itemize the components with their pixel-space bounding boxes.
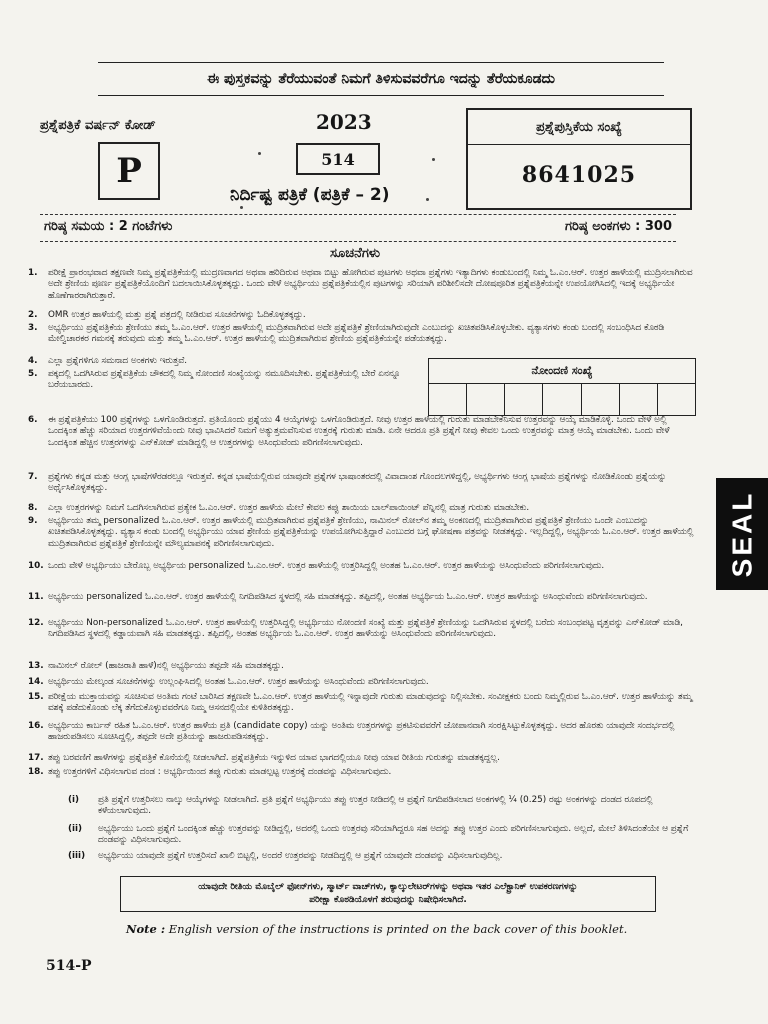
- instruction-item: 5. ಪಕ್ಕದಲ್ಲಿ ಒದಗಿಸಿರುವ ಪ್ರಶ್ನೆಪತ್ರಿಕೆಯ ಚೌಕದಲ್ಲಿ ನಿಮ್ಮ ನೋಂದಣಿ ಸಂಖ್ಯೆಯನ್ನು ನಮೂದಿಸಬೇಕು. ಪ್ರಶ್ನೆಪತ್ರಿಕೆಯಲ್ಲಿ ಬೇರೆ ಏನನ್ನೂ ಬರೆಯಬಾರದು.: [28, 369, 401, 391]
- instruction-item: 11. ಅಭ್ಯರ್ಥಿಯು personalized ಓ.ಎಂ.ಆರ್. ಉತ್ತರ ಹಾಳೆಯಲ್ಲಿ ನಿಗದಿಪಡಿಸಿದ ಸ್ಥಳದಲ್ಲಿ ಸಹಿ ಮಾಡತಕ್ಕದ್ದು. ತಪ್ಪಿದಲ್ಲಿ, ಅಂತಹ ಅಭ್ಯರ್ಥಿಯ ಓ.ಎಂ.ಆರ್. ಉತ್ತರ ಹಾಳೆಯನ್ನು ಅಸಿಂಧುವೆಂದು ಪರಿಗಣಿಸಲಾಗುವುದು.: [28, 592, 648, 602]
- seal-label: SEAL: [726, 490, 757, 578]
- register-digit-cell[interactable]: [582, 384, 620, 415]
- instruction-item: 14. ಅಭ್ಯರ್ಥಿಯು ಮೇಲ್ಕಂಡ ಸೂಚನೆಗಳನ್ನು ಉಲ್ಲಂಘಿಸಿದಲ್ಲಿ ಅಂತಹ ಓ.ಎಂ.ಆರ್. ಉತ್ತರ ಹಾಳೆಯನ್ನು ಅಸಿಂಧುವೆಂದು ಪರಿಗಣಿಸಲಾಗುವುದು.: [28, 677, 429, 687]
- penalty-rule: (iii) ಅಭ್ಯರ್ಥಿಯು ಯಾವುದೇ ಪ್ರಶ್ನೆಗೆ ಉತ್ತರಿಸದೆ ಖಾಲಿ ಬಿಟ್ಟಲ್ಲಿ, ಅಂದರೆ ಉತ್ತರವನ್ನು ನೀಡದಿದ್ದಲ್ಲಿ ಆ ಪ್ರಶ್ನೆಗೆ ಯಾವುದೇ ದಂಡವನ್ನು ವಿಧಿಸಲಾಗುವುದಿಲ್ಲ.: [68, 851, 503, 861]
- exam-meta-row: [40, 214, 676, 242]
- paper-title: ನಿರ್ದಿಷ್ಟ ಪತ್ರಿಕೆ (ಪತ್ರಿಕೆ – 2): [230, 185, 390, 205]
- register-number-label: ನೋಂದಣಿ ಸಂಖ್ಯೆ: [429, 359, 695, 384]
- version-code-label: ಪ್ರಶ್ನೆಪತ್ರಿಕೆ ವರ್ಷನ್ ಕೋಡ್: [40, 118, 156, 133]
- register-digit-cell[interactable]: [620, 384, 658, 415]
- instructions-title: ಸೂಚನೆಗಳು: [330, 246, 381, 261]
- paper-code-box: 514: [296, 143, 380, 175]
- booklet-number-box: [466, 108, 692, 210]
- instruction-item: 9. ಅಭ್ಯರ್ಥಿಯು ತಮ್ಮ personalized ಓ.ಎಂ.ಆರ್. ಉತ್ತರ ಹಾಳೆಯಲ್ಲಿ ಮುದ್ರಿತವಾಗಿರುವ ಪ್ರಶ್ನೆಪತ್ರಿಕೆ ಶ್ರೇಣಿಯು, ನಾಮಿನಲ್ ರೋಲ್‌ನ ತಮ್ಮ ಅಂಕಣದಲ್ಲಿ ಮುದ್ರಿತವಾಗಿರುವ ಪ್ರಶ್ನೆಪತ್ರಿಕೆ ಶ್ರೇಣಿಯು ಒಂದೇ ಎಂಬುದನ್ನು ಖಚಿತಪಡಿಸಿಕೊಳ್ಳತಕ್ಕದ್ದು. ವ್ಯತ್ಯಾಸ ಕಂಡು ಬಂದಲ್ಲಿ ಅಭ್ಯರ್ಥಿಯು ಯಾವ ಶ್ರೇಣಿಯ ಪ್ರಶ್ನೆಪತ್ರಿಕೆಯನ್ನು ಉಪಯೋಗಿಸುತ್ತಿದ್ದಾರೆ ಎಂಬುದರ ಬಗ್ಗೆ ಘೋಷಣಾ ಪತ್ರವನ್ನು ನೀಡತಕ್ಕದ್ದು. ಇಲ್ಲದಿದ್ದಲ್ಲಿ, ಅಭ್ಯರ್ಥಿಯ ಓ.ಎಂ.ಆರ್. ಉತ್ತರ ಹಾಳೆಯಲ್ಲಿ ಮುದ್ರಿತವಾಗಿರುವ ಪ್ರಶ್ನೆಪತ್ರಿಕೆ ಶ್ರೇಣಿಯನ್ನೇ ಮೌಲ್ಯಮಾಪನಕ್ಕೆ ಪರಿಗಣಿಸಲಾಗುವುದು.: [28, 516, 694, 549]
- instruction-item: 10. ಒಂದು ವೇಳೆ ಅಭ್ಯರ್ಥಿಯು ಬೇರೊಬ್ಬ ಅಭ್ಯರ್ಥಿಯ personalized ಓ.ಎಂ.ಆರ್. ಉತ್ತರ ಹಾಳೆಯಲ್ಲಿ ಉತ್ತರಿಸಿದ್ದಲ್ಲಿ ಅಂತಹ ಓ.ಎಂ.ಆರ್. ಉತ್ತರ ಹಾಳೆಯನ್ನು ಅಸಿಂಧುವೆಂದು ಪರಿಗಣಿಸಲಾಗುವುದು.: [28, 561, 605, 571]
- scan-speck: [426, 198, 429, 201]
- seal-tab: [716, 478, 768, 590]
- instruction-item: 7. ಪ್ರಶ್ನೆಗಳು ಕನ್ನಡ ಮತ್ತು ಆಂಗ್ಲ ಭಾಷೆಗಳೆರಡರಲ್ಲೂ ಇರುತ್ತವೆ. ಕನ್ನಡ ಭಾಷೆಯಲ್ಲಿರುವ ಯಾವುದೇ ಪ್ರಶ್ನೆಗಳ ಭಾಷಾಂತರದಲ್ಲಿ ವಿವಾದಾಂಶ ಗೊಂದಲಗಳಿದ್ದಲ್ಲಿ, ಅಭ್ಯರ್ಥಿಗಳು ಆಂಗ್ಲ ಭಾಷೆಯ ಪ್ರಶ್ನೆಗಳನ್ನು ನೋಡಿಕೊಂಡು ಪ್ರಶ್ನೆಯನ್ನು ಅರ್ಥೈಸಿಕೊಳ್ಳತಕ್ಕದ್ದು.: [28, 472, 667, 494]
- instruction-item: 15. ಪರೀಕ್ಷೆಯ ಮುಕ್ತಾಯವನ್ನು ಸೂಚಿಸುವ ಅಂತಿಮ ಗಂಟೆ ಬಾರಿಸಿದ ತಕ್ಷಣವೇ ಓ.ಎಂ.ಆರ್. ಉತ್ತರ ಹಾಳೆಯಲ್ಲಿ ಇನ್ನಾವುದೇ ಗುರುತು ಮಾಡುವುದನ್ನು ನಿಲ್ಲಿಸಬೇಕು. ಸಂವೀಕ್ಷಕರು ಬಂದು ನಿಮ್ಮಲ್ಲಿರುವ ಓ.ಎಂ.ಆರ್. ಉತ್ತರ ಹಾಳೆಯನ್ನು ತಮ್ಮ ವಶಕ್ಕೆ ಪಡೆದುಕೊಂಡು ಲೆಕ್ಕ ತೆಗೆದುಕೊಳ್ಳುವವರೆಗೂ ನಿಮ್ಮ ಆಸನದಲ್ಲಿಯೇ ಕುಳಿತಿರತಕ್ಕದ್ದು.: [28, 692, 693, 714]
- max-marks: ಗರಿಷ್ಠ ಅಂಕಗಳು : 300: [564, 219, 672, 234]
- booklet-number-label: ಪ್ರಶ್ನೆಪುಸ್ತಿಕೆಯ ಸಂಖ್ಯೆ: [468, 110, 690, 145]
- instruction-item: 4. ಎಲ್ಲಾ ಪ್ರಶ್ನೆಗಳಿಗೂ ಸಮನಾದ ಅಂಕಗಳು ಇರುತ್ತವೆ.: [28, 356, 188, 366]
- english-version-note: [126, 922, 627, 936]
- do-not-open-banner: ಈ ಪುಸ್ತಕವನ್ನು ತೆರೆಯುವಂತೆ ನಿಮಗೆ ತಿಳಿಸುವವರೆಗೂ ಇದನ್ನು ತೆರೆಯಕೂಡದು: [98, 62, 664, 96]
- instruction-item: 17. ತಪ್ಪು ಬರವಣಿಗೆ ಹಾಳೆಗಳನ್ನು ಪ್ರಶ್ನೆಪತ್ರಿಕೆ ಕೊನೆಯಲ್ಲಿ ನೀಡಲಾಗಿದೆ. ಪ್ರಶ್ನೆಪತ್ರಿಕೆಯ ಇನ್ನುಳಿದ ಯಾವ ಭಾಗದಲ್ಲಿಯೂ ನೀವು ಯಾವ ರೀತಿಯ ಗುರುತನ್ನು ಮಾಡತಕ್ಕದ್ದಲ್ಲ.: [28, 753, 500, 763]
- instruction-item: 3. ಅಭ್ಯರ್ಥಿಯು ಪ್ರಶ್ನೆಪತ್ರಿಕೆಯ ಶ್ರೇಣಿಯು ತಮ್ಮ ಓ.ಎಂ.ಆರ್. ಉತ್ತರ ಹಾಳೆಯಲ್ಲಿ ಮುದ್ರಿತವಾಗಿರುವ ಅದೇ ಪ್ರಶ್ನೆಪತ್ರಿಕೆ ಶ್ರೇಣಿಯಾಗಿರುವುದೇ ಎಂಬುದನ್ನು ಖಚಿತಪಡಿಸಿಕೊಳ್ಳಬೇಕು. ವ್ಯತ್ಯಾಸಗಳು ಕಂಡು ಬಂದಲ್ಲಿ ಸಂಬಂಧಿಸಿದ ಕೊಠಡಿ ಮೇಲ್ವಿಚಾರಕರ ಗಮನಕ್ಕೆ ತರುವುದು ಮತ್ತು ತಮ್ಮ ಓ.ಎಂ.ಆರ್. ಉತ್ತರ ಹಾಳೆಯಲ್ಲಿ ಮುದ್ರಿತವಾಗಿರುವ ಶ್ರೇಣಿಯ ಪ್ರಶ್ನೆಪತ್ರಿಕೆಯನ್ನೇ ಪಡೆಯತಕ್ಕದ್ದು.: [28, 323, 665, 345]
- register-digit-cell[interactable]: [467, 384, 505, 415]
- instruction-item: 2. OMR ಉತ್ತರ ಹಾಳೆಯಲ್ಲಿ ಮತ್ತು ಪ್ರಶ್ನೆ ಪತ್ರದಲ್ಲಿ ನೀಡಿರುವ ಸೂಚನೆಗಳನ್ನು ಓದಿಕೊಳ್ಳತಕ್ಕದ್ದು.: [28, 310, 306, 320]
- version-code-box: P: [98, 142, 160, 200]
- register-digit-cell[interactable]: [658, 384, 695, 415]
- scan-speck: [258, 152, 261, 155]
- warning-line: ಪರೀಕ್ಷಾ ಕೊಠಡಿಯೊಳಗೆ ತರುವುದನ್ನು ನಿಷೇಧಿಸಲಾಗಿದೆ.: [309, 895, 467, 905]
- instruction-item: 16. ಅಭ್ಯರ್ಥಿಯು ಕಾರ್ಬನ್ ರಹಿತ ಓ.ಎಂ.ಆರ್. ಉತ್ತರ ಹಾಳೆಯ ಪ್ರತಿ (candidate copy) ಯನ್ನು ಅಂತಿಮ ಉತ್ತರಗಳನ್ನು ಪ್ರಕಟಿಸುವವರೆಗೆ ಜೋಪಾನವಾಗಿ ಸಂರಕ್ಷಿಸಿಟ್ಟುಕೊಳ್ಳತಕ್ಕದ್ದು. ಅದರ ಹೊರತು ಯಾವುದೇ ಸಂದರ್ಭದಲ್ಲಿ ಹಾಜರುಪಡಿಸಲು ಸೂಚಿಸಿದ್ದಲ್ಲಿ, ತಪ್ಪದೇ ಅದೇ ಪ್ರತಿಯನ್ನು ಹಾಜರುಪಡಿಸತಕ್ಕದ್ದು.: [28, 721, 675, 743]
- penalty-rule: (ii) ಅಭ್ಯರ್ಥಿಯು ಒಂದು ಪ್ರಶ್ನೆಗೆ ಒಂದಕ್ಕಿಂತ ಹೆಚ್ಚು ಉತ್ತರವನ್ನು ನೀಡಿದ್ದಲ್ಲಿ, ಅದರಲ್ಲಿ ಒಂದು ಉತ್ತರವು ಸರಿಯಾಗಿದ್ದರೂ ಸಹ ಅದನ್ನು ತಪ್ಪು ಉತ್ತರ ಎಂದು ಪರಿಗಣಿಸಲಾಗುವುದು. ಅಲ್ಲದೆ, ಮೇಲೆ ತಿಳಿಸಿದಂತೆಯೇ ಆ ಪ್ರಶ್ನೆಗೆ ದಂಡವನ್ನು ವಿಧಿಸಲಾಗುವುದು.: [68, 824, 689, 846]
- instruction-item: 1. ಪರೀಕ್ಷೆ ಪ್ರಾರಂಭವಾದ ತಕ್ಷಣವೇ ನಿಮ್ಮ ಪ್ರಶ್ನೆಪತ್ರಿಕೆಯಲ್ಲಿ ಮುದ್ರಣವಾಗದ ಅಥವಾ ಹರಿದಿರುವ ಅಥವಾ ಬಿಟ್ಟು ಹೋಗಿರುವ ಪುಟಗಳು ಅಥವಾ ಪ್ರಶ್ನೆಗಳು ಇತ್ಯಾದಿಗಳು ಕಂಡುಬಂದಲ್ಲಿ ನಿಮ್ಮ ಓ.ಎಂ.ಆರ್. ಉತ್ತರ ಹಾಳೆಯಲ್ಲಿ ಮುದ್ರಿಸಲಾಗಿರುವ ಅದೇ ಶ್ರೇಣಿಯ ಪೂರ್ಣ ಪ್ರಶ್ನೆಪತ್ರಿಕೆಯೊಂದಿಗೆ ಬದಲಾಯಿಸಿಕೊಳ್ಳತಕ್ಕದ್ದು. ಒಂದು ವೇಳೆ ಅಭ್ಯರ್ಥಿಯು ಪ್ರಶ್ನೆಪತ್ರಿಕೆಯಲ್ಲಿನ ಪುಟಗಳನ್ನು ಸರಿಯಾಗಿ ಪರಿಶೀಲಿಸದೇ ದೋಷಪೂರಿತ ಪ್ರಶ್ನೆಪತ್ರಿಕೆಯನ್ನೇ ಉಪಯೋಗಿಸಿದಲ್ಲಿ ಇದಕ್ಕೆ ಅಭ್ಯರ್ಥಿಯೇ ಹೊಣೆಗಾರರಾಗಿರುತ್ತಾರೆ.: [28, 268, 693, 301]
- instruction-item: 8. ಎಲ್ಲಾ ಉತ್ತರಗಳನ್ನು ನಿಮಗೆ ಒದಗಿಸಲಾಗಿರುವ ಪ್ರತ್ಯೇಕ ಓ.ಎಂ.ಆರ್. ಉತ್ತರ ಹಾಳೆಯ ಮೇಲೆ ಕೇವಲ ಕಪ್ಪು ಶಾಯಿಯ ಬಾಲ್‌ಪಾಯಿಂಟ್ ಪೆನ್ನಿನಲ್ಲಿ ಮಾತ್ರ ಗುರುತು ಮಾಡಬೇಕು.: [28, 503, 530, 513]
- warning-line: ಯಾವುದೇ ರೀತಿಯ ಮೊಬೈಲ್ ಫೋನ್‌ಗಳು, ಸ್ಮಾರ್ಟ್ ವಾಚ್‌ಗಳು, ಕ್ಯಾಲ್ಕುಲೇಟರ್‌ಗಳನ್ನು ಅಥವಾ ಇತರ ಎಲೆಕ್ಟ್ರಾನಿಕ್ ಉಪಕರಣಗಳನ್ನು: [198, 882, 578, 892]
- instruction-item: 6. ಈ ಪ್ರಶ್ನೆಪತ್ರಿಕೆಯು 100 ಪ್ರಶ್ನೆಗಳನ್ನು ಒಳಗೊಂಡಿರುತ್ತದೆ. ಪ್ರತಿಯೊಂದು ಪ್ರಶ್ನೆಯು 4 ಆಯ್ಕೆಗಳನ್ನು ಒಳಗೊಂಡಿರುತ್ತದೆ. ನೀವು ಉತ್ತರ ಹಾಳೆಯಲ್ಲಿ ಗುರುತು ಮಾಡಬೇಕೆನಿಸುವ ಉತ್ತರವನ್ನು ಆಯ್ಕೆ ಮಾಡಿಕೊಳ್ಳಿ. ಒಂದು ವೇಳೆ ಅಲ್ಲಿ ಒಂದಕ್ಕಿಂತ ಹೆಚ್ಚು ಸರಿಯಾದ ಉತ್ತರಗಳಿವೆಯೆಂದು ನೀವು ಭಾವಿಸಿದರೆ ನಿಮಗೆ ಅತ್ಯುತ್ತಮವೆನಿಸುವ ಉತ್ತರಕ್ಕೆ ಗುರುತು ಮಾಡಿ. ಏನೇ ಆದರೂ ಪ್ರತಿ ಪ್ರಶ್ನೆಗೆ ನೀವು ಕೇವಲ ಒಂದು ಉತ್ತರವನ್ನು ಮಾತ್ರ ಆಯ್ಕೆ ಮಾಡಬೇಕು. ಒಂದು ವೇಳೆ ಒಂದಕ್ಕಿಂತ ಹೆಚ್ಚಿನ ಉತ್ತರಗಳನ್ನು ಎನ್‌ಕೋಡ್ ಮಾಡಿದ್ದಲ್ಲಿ ಆ ಉತ್ತರಗಳನ್ನು ಅಸಿಂಧುವೆಂದು ಪರಿಗಣಿಸಲಾಗುವುದು.: [28, 415, 670, 448]
- instruction-item: 18. ತಪ್ಪು ಉತ್ತರಗಳಿಗೆ ವಿಧಿಸಲಾಗುವ ದಂಡ : ಅಭ್ಯರ್ಥಿಯಿಂದ ತಪ್ಪು ಗುರುತು ಮಾಡಲ್ಪಟ್ಟ ಉತ್ತರಕ್ಕೆ ದಂಡವನ್ನು ವಿಧಿಸಲಾಗುವುದು.: [28, 767, 392, 777]
- note-text: English version of the instructions is printed on the back cover of this booklet.: [168, 922, 628, 936]
- scan-speck: [432, 158, 435, 161]
- instruction-item: 12. ಅಭ್ಯರ್ಥಿಯು Non-personalized ಓ.ಎಂ.ಆರ್. ಉತ್ತರ ಹಾಳೆಯಲ್ಲಿ ಉತ್ತರಿಸಿದ್ದಲ್ಲಿ ಅಭ್ಯರ್ಥಿಯು ನೋಂದಣಿ ಸಂಖ್ಯೆ ಮತ್ತು ಪ್ರಶ್ನೆಪತ್ರಿಕೆ ಶ್ರೇಣಿಯನ್ನು ಒದಗಿಸಿರುವ ಸ್ಥಳದಲ್ಲಿ ಬರೆದು ಸಂಬಂಧಪಟ್ಟ ವೃತ್ತವನ್ನು ಎನ್‌ಕೋಡ್ ಮಾಡಿ, ನಿಗದಿಪಡಿಸಿದ ಸ್ಥಳದಲ್ಲಿ ಕಡ್ಡಾಯವಾಗಿ ಸಹಿ ಮಾಡತಕ್ಕದ್ದು. ತಪ್ಪಿದಲ್ಲಿ, ಅಂತಹ ಅಭ್ಯರ್ಥಿಯ ಓ.ಎಂ.ಆರ್. ಉತ್ತರ ಹಾಳೆಯನ್ನು ಅಸಿಂಧುವೆಂದು ಪರಿಗಣಿಸಲಾಗುವುದು.: [28, 618, 683, 640]
- booklet-number: 8641025: [521, 162, 637, 188]
- note-prefix: Note :: [126, 922, 166, 936]
- penalty-rule: (i) ಪ್ರತಿ ಪ್ರಶ್ನೆಗೆ ಉತ್ತರಿಸಲು ನಾಲ್ಕು ಆಯ್ಕೆಗಳನ್ನು ನೀಡಲಾಗಿದೆ. ಪ್ರತಿ ಪ್ರಶ್ನೆಗೆ ಅಭ್ಯರ್ಥಿಯು ತಪ್ಪು ಉತ್ತರ ನೀಡಿದಲ್ಲಿ ಆ ಪ್ರಶ್ನೆಗೆ ನಿಗದಿಪಡಿಸಲಾದ ಅಂಕಗಳಲ್ಲಿ ¼ (0.25) ರಷ್ಟು ಅಂಕಗಳನ್ನು ದಂಡದ ರೂಪದಲ್ಲಿ ಕಳೆಯಲಾಗುವುದು.: [68, 795, 653, 817]
- scan-speck: [240, 206, 243, 209]
- footer-paper-code: 514-P: [46, 958, 92, 974]
- register-digit-cell[interactable]: [505, 384, 543, 415]
- instruction-item: 13. ನಾಮಿನಲ್ ರೋಲ್‌ (ಹಾಜರಾತಿ ಹಾಳೆ)ನಲ್ಲಿ ಅಭ್ಯರ್ಥಿಯು ತಪ್ಪದೇ ಸಹಿ ಮಾಡತಕ್ಕದ್ದು.: [28, 661, 284, 671]
- electronic-devices-warning: [120, 876, 656, 912]
- register-digit-cell[interactable]: [429, 384, 467, 415]
- max-time: ಗರಿಷ್ಠ ಸಮಯ : 2 ಗಂಟೆಗಳು: [44, 219, 173, 234]
- exam-year: 2023: [316, 110, 372, 134]
- register-digit-cell[interactable]: [543, 384, 581, 415]
